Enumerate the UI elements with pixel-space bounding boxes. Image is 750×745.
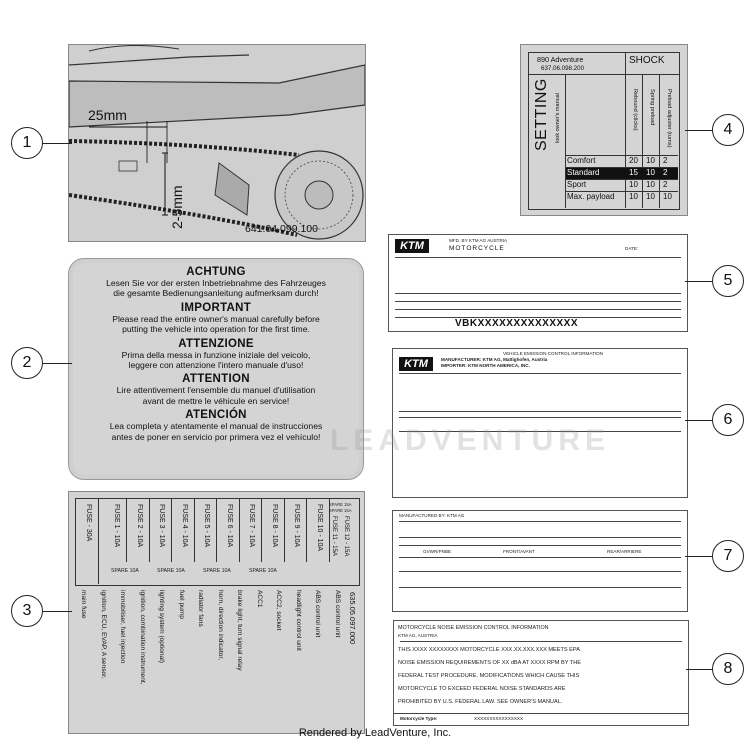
- callout-1: 1: [11, 127, 43, 159]
- chain-slack-label: [68, 44, 366, 242]
- fuse-right: FUSE 12 - 15A: [343, 516, 349, 557]
- warning-line: Lesen Sie vor der ersten Inbetriebnahme des Fahrzeuges: [106, 278, 326, 288]
- shock-row-value: 2: [663, 156, 668, 165]
- noise-label: [393, 620, 689, 726]
- fuse-slot: [284, 498, 308, 562]
- shock-model: 890 Adventure: [537, 55, 584, 64]
- chain-slack-drawing: [69, 45, 365, 241]
- label-rule: [399, 521, 681, 522]
- fuse-slot-label: FUSE 3 - 10A: [158, 504, 165, 548]
- noise-line: THIS XXXX XXXXXXXX MOTORCYCLE XXX.XX.XXX.XXX MEETS EPA: [398, 647, 580, 653]
- shock-col-head: Preload adjuster (turns): [666, 89, 672, 148]
- shock-row-value: 10: [646, 156, 655, 165]
- fuse-slot-label: FUSE 6 - 10A: [225, 504, 233, 548]
- callout-3: 3: [11, 595, 43, 627]
- warning-line: Please read the entire owner's manual carefully before: [112, 313, 320, 324]
- callout-4: 4: [712, 114, 744, 146]
- fuse-description: lighting system (optional): [158, 590, 165, 663]
- fuse-description: ABS control unit: [333, 590, 341, 638]
- footer-credit: Rendered by LeadVenture, Inc.: [298, 727, 452, 739]
- fuse-description: ACC1: [255, 590, 263, 608]
- chain-part-number: 641.04.099.100: [245, 223, 318, 235]
- warning-label: [68, 258, 364, 480]
- label-rule: [395, 257, 681, 258]
- fuse-slot: [306, 498, 330, 562]
- vin-type: MOTORCYCLE: [449, 245, 505, 252]
- fuse-slot-label: FUSE 9 - 10A: [293, 504, 300, 548]
- shock-col-head: Rebound (clicks): [632, 89, 638, 131]
- warning-line: leggere con attenzione l'intero manuale d'uso!: [128, 360, 304, 371]
- cert-col-3: REAR/ARRIERE: [607, 549, 642, 554]
- vin-date: DATE:: [625, 246, 639, 251]
- fuse-description: immobiliser, fuel injection: [119, 590, 126, 664]
- chain-dim-side: 2-5mm: [169, 185, 185, 229]
- label-rule: [399, 587, 681, 588]
- ktm-logo: KTM: [395, 239, 429, 253]
- fuse-slot-label: FUSE 1 - 10A: [113, 504, 120, 548]
- label-rule: [399, 537, 681, 538]
- fuse-description: ABS control unit: [314, 590, 321, 638]
- vin-label: [388, 234, 688, 332]
- emission-label: [392, 348, 688, 498]
- callout-2: 2: [11, 347, 43, 379]
- label-rule: [399, 417, 681, 418]
- shock-row-value: 20: [629, 156, 638, 165]
- fuse-spare: SPARE 10A: [111, 568, 139, 574]
- label-rule: [399, 571, 681, 572]
- warning-heading: IMPORTANT: [180, 301, 252, 314]
- label-rule: [399, 411, 681, 412]
- fuse-description: horn, direction indicator,: [216, 590, 224, 661]
- warning-line: Lire attentivement l'ensemble du manuel d'utilisation: [116, 385, 316, 396]
- fuse-spare: SPARE 10A: [203, 568, 231, 574]
- shock-left-line: [565, 74, 566, 208]
- label-rule: [395, 309, 681, 310]
- warning-line: Lea completa y atentamente el manual de instrucciones: [109, 421, 323, 432]
- noise-mfr: KTM AG, AUSTRIA: [398, 633, 438, 638]
- fuse-spare: SPARE 10A: [157, 568, 185, 574]
- fuse-spare-right: SPARE 15A: [329, 502, 352, 507]
- emission-title: VEHICLE EMISSION CONTROL INFORMATION: [503, 351, 604, 356]
- fuse-description: radiator fans: [197, 590, 204, 627]
- fuse-slot-label: FUSE 4 - 10A: [180, 504, 188, 548]
- shock-setting-label: [520, 44, 688, 216]
- fuse-slot-label: FUSE 5 - 10A: [203, 504, 210, 548]
- fuse-slot-label: FUSE - 30A: [84, 504, 92, 542]
- chain-dim-top: 25mm: [88, 107, 127, 123]
- fuse-description: ignition, ECU, EVAP, A sensor,: [99, 590, 107, 679]
- fuse-slot: [126, 498, 150, 562]
- label-rule: [399, 557, 681, 558]
- shock-row-label: Comfort: [567, 156, 596, 165]
- shock-row-value: 10: [663, 192, 672, 201]
- fuse-slot-label: FUSE 8 - 10A: [270, 504, 278, 548]
- cert-col-1: GVWR/PNBE: [423, 549, 452, 554]
- warning-heading: ATTENTION: [182, 373, 250, 386]
- fuse-slot: [239, 498, 263, 562]
- callout-8: 8: [712, 653, 744, 685]
- label-rule: [395, 301, 681, 302]
- shock-row-label: Standard: [567, 168, 600, 177]
- fuse-description: fuel pump: [177, 590, 185, 619]
- cert-col-2: FRONT/AVANT: [503, 549, 535, 554]
- vin-mfd: MFD. BY KTM AG AUSTRIA: [449, 238, 508, 243]
- fuse-slot: [194, 498, 218, 562]
- cert-mfr: MANUFACTURED BY: KTM AG: [399, 513, 465, 518]
- shock-row-label: Sport: [567, 180, 587, 189]
- warning-line: Prima della messa in funzione iniziale del veicolo,: [121, 349, 311, 360]
- shock-setting-sub: look owner's manual: [555, 93, 561, 143]
- warning-heading: ATENCIÓN: [185, 409, 247, 422]
- fuse-description: ACC2, socket: [275, 590, 282, 631]
- warning-heading: ATTENZIONE: [178, 337, 254, 350]
- noise-type-value: XXXXXXXXXXXXXXXX: [474, 716, 524, 721]
- shock-row-value: 2: [663, 168, 668, 177]
- label-rule: [400, 641, 682, 642]
- shock-row-value: 10: [629, 180, 638, 189]
- fuse-slot: [149, 498, 173, 562]
- fuse-slot: [216, 498, 240, 562]
- shock-row-value: 10: [629, 192, 638, 201]
- emission-mfr: MANUFACTURER: KTM AG, Mattighofen, Austria: [441, 357, 548, 362]
- shock-row-value: 2: [663, 180, 668, 189]
- ktm-logo: KTM: [399, 357, 433, 371]
- fuse-slot: [104, 498, 128, 562]
- fuse-description: headlight control unit: [294, 590, 302, 651]
- fuse-spare: SPARE 10A: [249, 568, 277, 574]
- warning-line: putting the vehicle into operation for the first time.: [122, 324, 310, 335]
- fuse-description: brake light, turn signal relay: [236, 590, 243, 671]
- fuse-description: main fuse: [80, 590, 87, 619]
- fuse-spare-right: SPARE 15A: [329, 508, 352, 513]
- callout-5: 5: [712, 265, 744, 297]
- warning-line: die gesamte Bedienungsanleitung aufmerksam durch!: [113, 288, 319, 299]
- shock-part-number: 637.06.098.200: [541, 65, 585, 72]
- certification-label: [392, 510, 688, 612]
- noise-line: FEDERAL TEST PROCEDURE. MODIFICATIONS WHICH CAUSE THIS: [398, 673, 580, 679]
- label-rule: [395, 293, 681, 294]
- callout-7: 7: [712, 540, 744, 572]
- noise-type-label: Motorcycle Type:: [400, 716, 438, 721]
- noise-line: MOTORCYCLE TO EXCEED FEDERAL NOISE STANDARDS ARE: [398, 686, 566, 692]
- fuse-slot: [261, 498, 285, 562]
- callout-6: 6: [712, 404, 744, 436]
- shock-row-label: Max. payload: [567, 192, 615, 201]
- fuse-slot-label: FUSE 7 - 10A: [248, 504, 255, 548]
- fuse-label: [68, 491, 365, 734]
- shock-col-head: Spring preload: [649, 89, 655, 126]
- fuse-slot: [75, 498, 99, 584]
- fuse-description: ignition, combination instrument,: [138, 590, 146, 685]
- shock-row-value: 10: [646, 168, 655, 177]
- fuse-right: FUSE 11 - 15A: [331, 516, 337, 556]
- label-rule: [399, 545, 681, 546]
- noise-line: NOISE EMISSION REQUIREMENTS OF XX dBA AT XXXX RPM BY THE: [398, 660, 581, 666]
- label-rule: [399, 373, 681, 374]
- shock-setting-title: SETTING: [533, 78, 550, 151]
- noise-line: PROHIBITED BY U.S. FEDERAL LAW. SEE OWNER'S MANUAL.: [398, 699, 563, 705]
- fuse-slot-label: FUSE 2 - 10A: [135, 504, 143, 548]
- shock-row-value: 10: [646, 192, 655, 201]
- shock-row-value: 10: [646, 180, 655, 189]
- warning-line: antes de poner en servicio por primera vez el vehículo!: [111, 431, 321, 442]
- fuse-part-number: 635.05.097.000: [348, 592, 357, 645]
- noise-title: MOTORCYCLE NOISE EMISSION CONTROL INFORMATION: [398, 625, 549, 631]
- fuse-slot: [171, 498, 195, 562]
- shock-row-value: 15: [629, 168, 638, 177]
- watermark: LEADVENTURE: [330, 424, 611, 457]
- label-rule: [395, 317, 681, 318]
- warning-line: avant de mettre le véhicule en service!: [142, 395, 290, 406]
- emission-importer: IMPORTER: KTM NORTH AMERICA, INC.: [441, 363, 530, 368]
- fuse-slot-label: FUSE 10 - 10A: [315, 504, 323, 552]
- warning-heading: ACHTUNG: [186, 266, 246, 278]
- vin-number: VBKXXXXXXXXXXXXXX: [455, 318, 578, 329]
- shock-title: SHOCK: [629, 55, 665, 66]
